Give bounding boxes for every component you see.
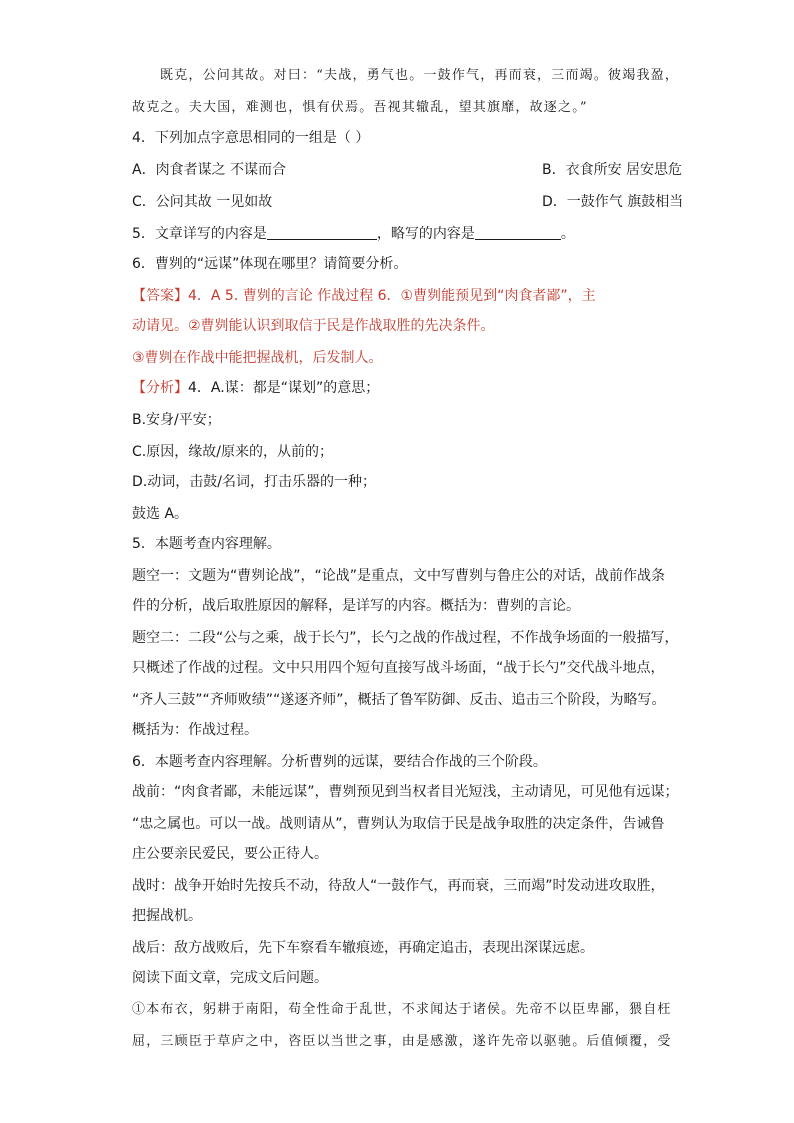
analysis-line: 只概述了作战的过程。文中只用四个短句直接写战斗场面，“战于长勺”交代战斗地点， <box>132 660 665 676</box>
analysis-line: B.安身/平安； <box>132 412 221 428</box>
analysis-line: 件的分析，战后取胜原因的解释，是详写的内容。概括为：曹刿的言论。 <box>132 598 580 614</box>
question-4-options-row-1 <box>132 160 683 180</box>
option-d: D．一鼓作气 旗鼓相当 <box>542 194 684 210</box>
analysis-line: 概括为：作战过程。 <box>132 722 258 738</box>
analysis-line: “齐人三鼓”“齐师败绩”“遂逐齐师”，概括了鲁军防御、反击、追击三个阶段，为略写。 <box>132 692 666 708</box>
question-4-stem: 4．下列加点字意思相同的一组是（ ） <box>132 130 370 146</box>
passage-line: 既克，公问其故。对曰：“夫战，勇气也。一鼓作气，再而衰，三而竭。彼竭我盈， <box>160 68 680 83</box>
analysis-line: D.动词，击鼓/名词，打击乐器的一种； <box>132 474 376 490</box>
question-5-text: ，略写的内容是 <box>376 226 475 242</box>
passage-line: 屈，三顾臣于草庐之中，咨臣以当世之事，由是感激，遂许先帝以驱驰。后值倾覆，受 <box>132 1034 672 1049</box>
answer-blank-1 <box>267 225 377 240</box>
question-5-text: 。 <box>560 226 575 242</box>
question-4-options-row-2 <box>132 192 684 212</box>
question-5-text: 5．文章详写的内容是 <box>132 226 267 242</box>
analysis-line: 战前：“肉食者鄙，未能远谋”，曹刿预见到当权者目光短浅，主动请见，可见他有远谋； <box>132 784 679 800</box>
analysis-tag: 【分析】 <box>132 380 188 396</box>
analysis-line: 6．本题考查内容理解。分析曹刿的远谋，要结合作战的三个阶段。 <box>132 754 547 770</box>
answer-tag: 【答案】 <box>132 288 188 304</box>
option-c: C．公问其故 一见如故 <box>132 194 273 210</box>
analysis-line: 题空一：文题为“曹刿论战”，“论战”是重点，文中写曹刿与鲁庄公的对话，战前作战条 <box>132 568 666 584</box>
analysis-line: 战时：战争开始时先按兵不动，待敌人“一鼓作气，再而衰，三而竭”时发动进攻取胜， <box>132 878 665 894</box>
answer-line: ③曹刿在作战中能把握战机，后发制人。 <box>132 350 383 366</box>
analysis-line: C.原因，缘故/原来的，从前的； <box>132 444 333 460</box>
passage-line: 故克之。夫大国，难测也，惧有伏焉。吾视其辙乱，望其旗靡，故逐之。” <box>132 100 588 115</box>
analysis-line: 战后：敌方战败后，先下车察看车辙痕迹，再确定追击，表现出深谋远虑。 <box>132 940 594 956</box>
question-5 <box>132 224 662 244</box>
answer-blank-2 <box>475 225 561 240</box>
analysis-line: 鼓选 A。 <box>132 506 189 522</box>
option-a: A．肉食者谋之 不谋而合 <box>132 162 287 178</box>
passage-line: ①本布衣，躬耕于南阳，苟全性命于乱世，不求闻达于诸侯。先帝不以臣卑鄙，猥自枉 <box>132 1002 672 1017</box>
answer-line <box>132 286 662 306</box>
analysis-line: 把握战机。 <box>132 908 202 924</box>
reading-instruction: 阅读下面文章，完成文后问题。 <box>132 970 328 986</box>
analysis-line <box>132 378 662 398</box>
analysis-line: 题空二：二段“公与之乘，战于长勺”，长勺之战的作战过程，不作战争场面的一般描写， <box>132 630 679 646</box>
analysis-text: 4．A.谋：都是“谋划”的意思； <box>188 380 380 396</box>
analysis-line: “忠之属也。可以一战。战则请从”，曹刿认为取信于民是战争取胜的决定条件，告诫鲁 <box>132 816 665 832</box>
answer-line: 动请见。②曹刿能认识到取信于民是作战取胜的先决条件。 <box>132 318 495 334</box>
analysis-line: 5．本题考查内容理解。 <box>132 536 281 552</box>
question-6: 6．曹刿的“远谋”体现在哪里？请简要分析。 <box>132 256 408 272</box>
answer-text: 4．A 5. 曹刿的言论 作战过程 6．①曹刿能预见到“肉食者鄙”，主 <box>188 288 596 304</box>
analysis-line: 庄公要亲民爱民，要公正待人。 <box>132 846 328 862</box>
option-b: B．衣食所安 居安思危 <box>542 162 683 178</box>
